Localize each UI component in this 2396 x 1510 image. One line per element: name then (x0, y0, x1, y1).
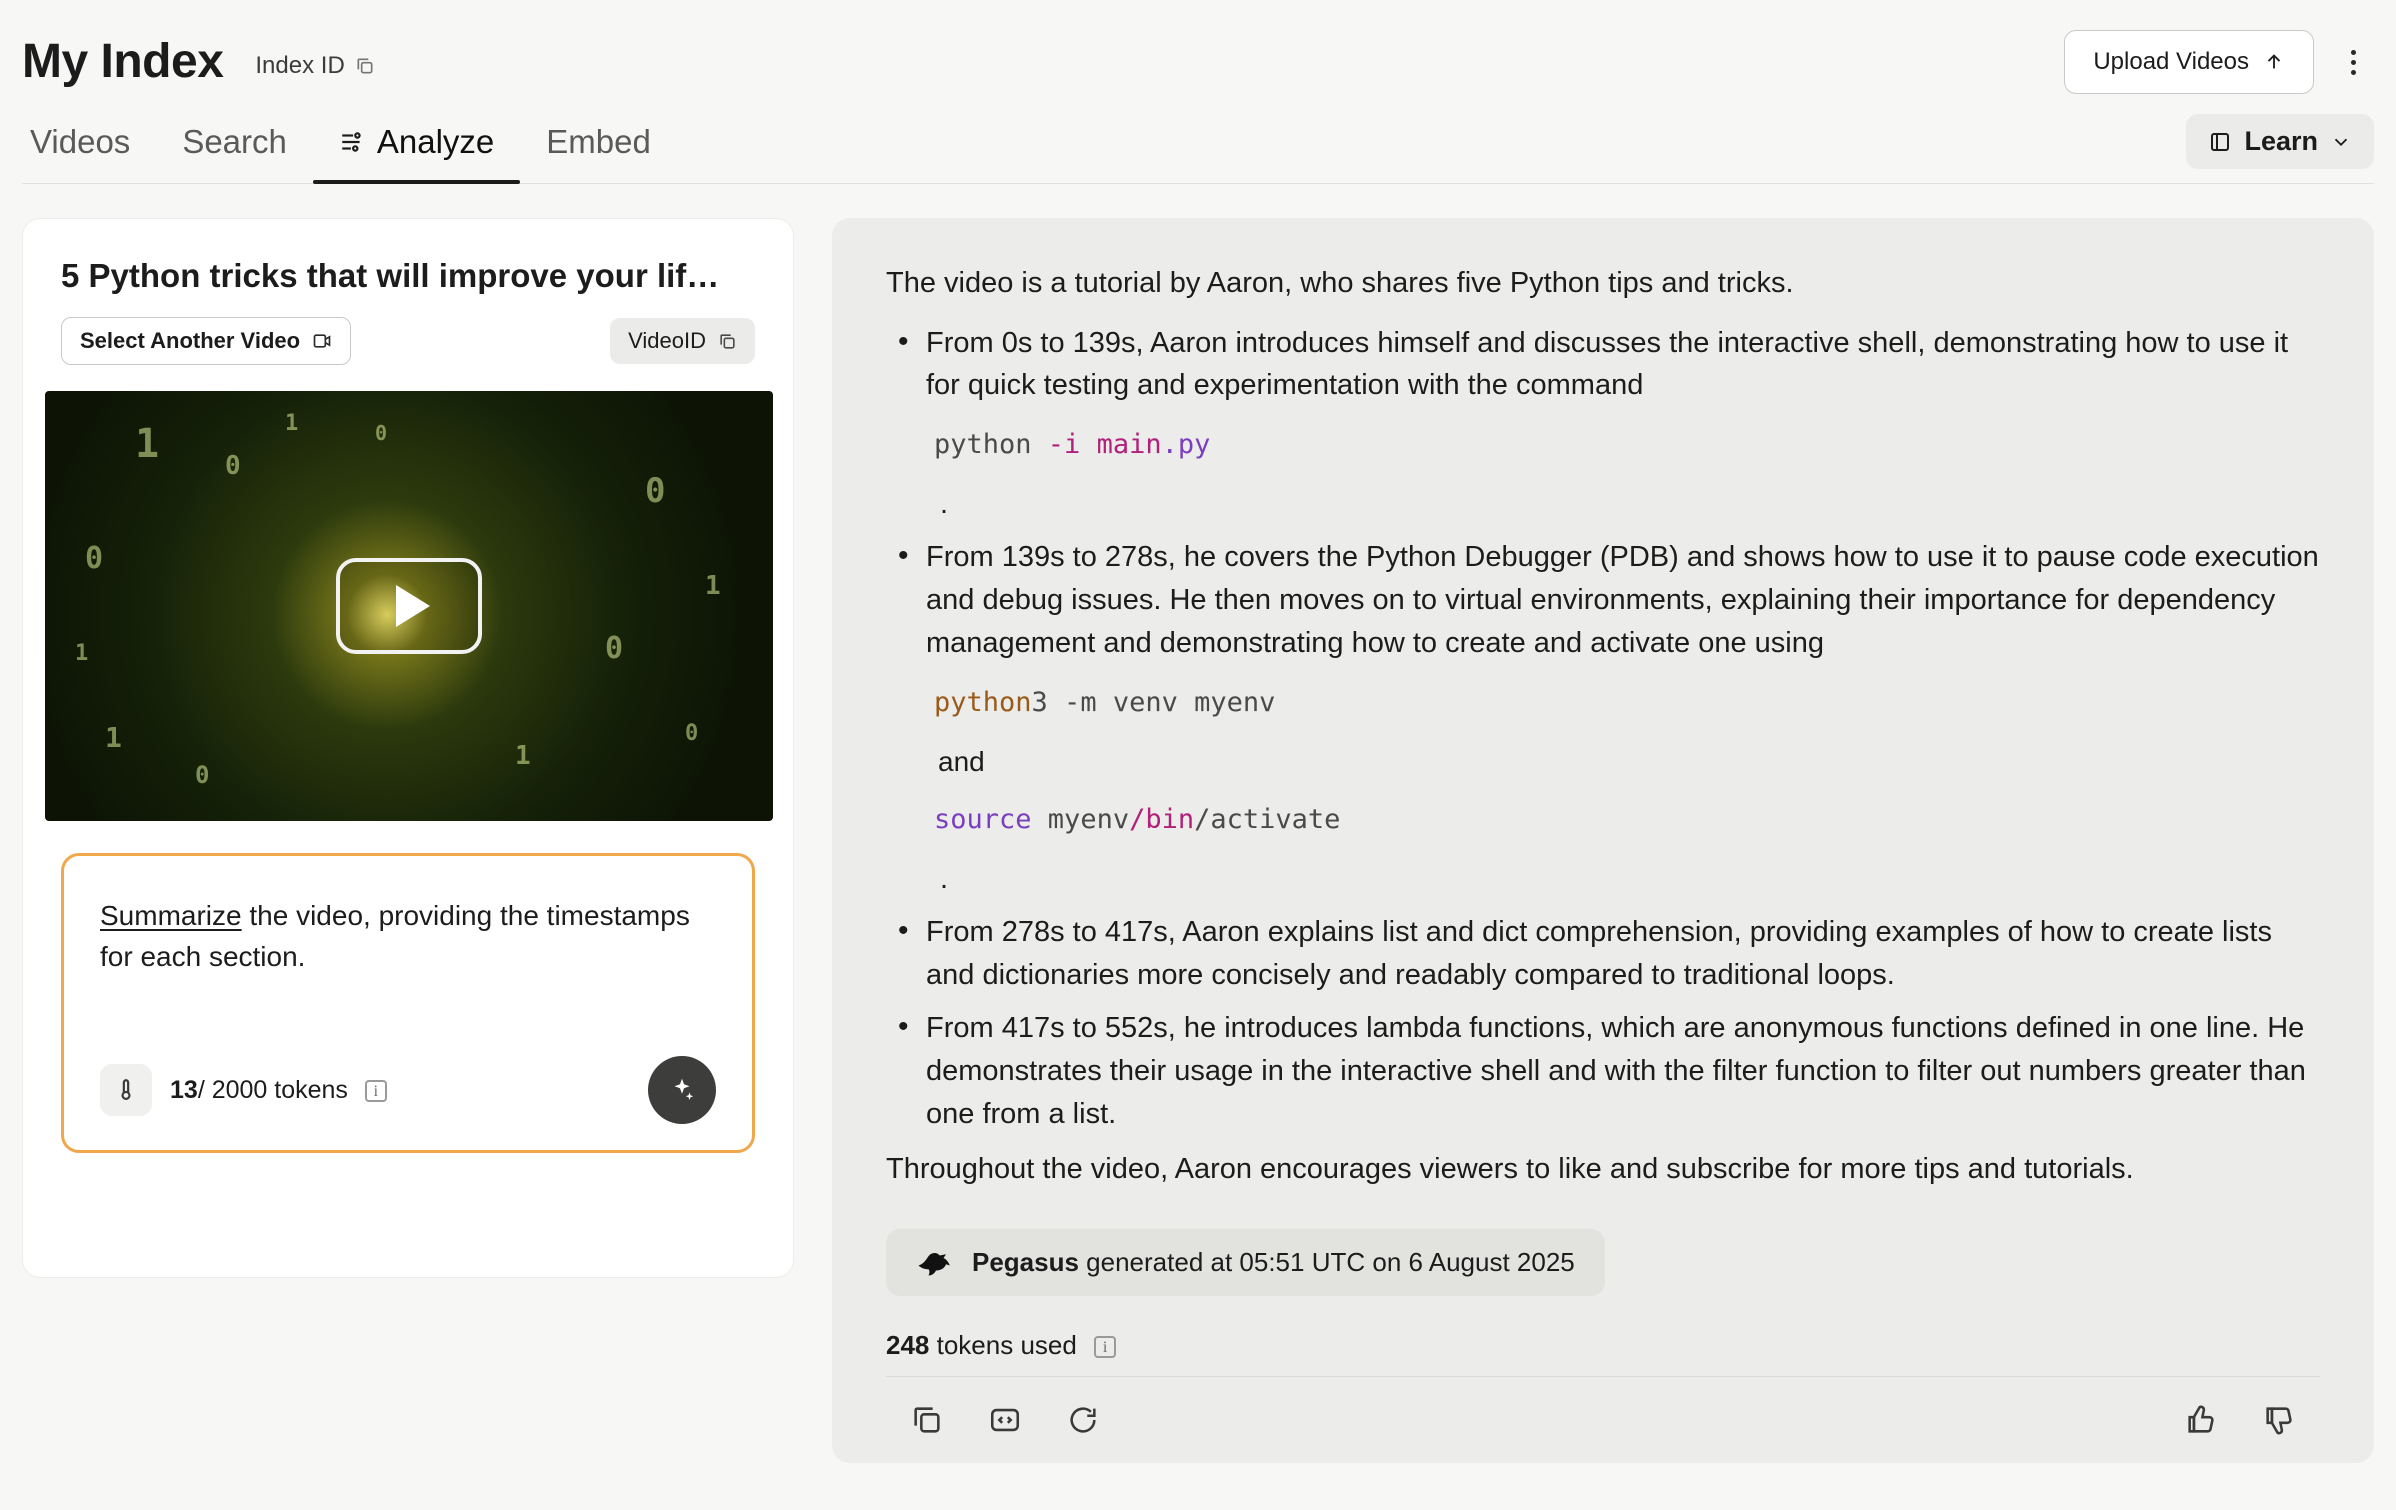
main-tabbar (22, 110, 2374, 184)
token-count: 13 (170, 1075, 198, 1104)
list-item (886, 1007, 2320, 1136)
code-brackets-icon[interactable] (988, 1403, 1022, 1437)
copy-icon[interactable] (355, 56, 375, 76)
tab-search[interactable] (156, 123, 313, 183)
code-connector-text: and (938, 745, 985, 777)
tabbar-right (2186, 114, 2374, 183)
bullet-after-text: . (940, 863, 949, 896)
book-icon (2208, 130, 2232, 154)
select-another-video-button[interactable] (61, 317, 351, 365)
prompt-footer (100, 1056, 716, 1124)
tab-analyze[interactable] (313, 123, 520, 183)
main-content (22, 184, 2374, 1463)
thumbs-down-icon[interactable] (2262, 1403, 2296, 1437)
copy-icon[interactable] (910, 1403, 944, 1437)
tokens-used (886, 1330, 2320, 1361)
prompt-rest-text: the video, providing the timestamps for each section. (100, 900, 690, 972)
learn-dropdown[interactable] (2186, 114, 2374, 169)
generate-button[interactable] (648, 1056, 716, 1124)
code-snippet: source myenv/bin/activate (934, 804, 1341, 836)
select-another-video-label: Select Another Video (80, 328, 301, 353)
thumbs-up-icon[interactable] (2184, 1403, 2218, 1437)
video-id-label: VideoID (628, 328, 706, 353)
summary-bullet-list (886, 322, 2320, 1136)
tab-search-label: Search (182, 123, 287, 160)
sparkle-icon (667, 1075, 697, 1105)
bullet-text: From 139s to 278s, he covers the Python Debugger (PDB) and shows how to use it to pause code execution and debug issues. He then moves on to virtual environments, explaining their importance for dependency management and demonstrating how to create and activate one using (926, 541, 2319, 659)
upload-arrow-icon (2263, 51, 2285, 73)
index-id-label: Index ID (255, 52, 345, 79)
copy-icon[interactable] (718, 332, 737, 351)
tokens-used-label: tokens used (929, 1330, 1077, 1361)
token-counter (170, 1076, 387, 1105)
video-select-icon (312, 331, 332, 351)
play-icon[interactable] (336, 558, 482, 654)
pegasus-name: Pegasus (972, 1247, 1079, 1278)
model-attribution-badge (886, 1229, 1605, 1296)
list-item (886, 536, 2320, 901)
output-action-bar (886, 1376, 2320, 1463)
analyze-lines-icon (339, 129, 365, 155)
summary-lead: The video is a tutorial by Aaron, who shares five Python tips and tricks. (886, 267, 1794, 299)
bullet-text: From 278s to 417s, Aaron explains list and dict comprehension, providing examples of how to create lists and dictionaries more concisely and readably compared to traditional loops. (926, 916, 2272, 992)
summary-outro: Throughout the video, Aaron encourages viewers to like and subscribe for more tips and tutorials. (886, 1152, 2134, 1185)
video-panel (22, 218, 794, 1278)
upload-videos-button[interactable] (2064, 30, 2314, 94)
upload-videos-label: Upload Videos (2093, 48, 2249, 75)
tab-videos-label: Videos (30, 123, 131, 160)
list-item (886, 322, 2320, 527)
video-actions-row (23, 295, 793, 391)
tab-embed[interactable] (520, 123, 677, 183)
prompt-underlined-word: Summarize (100, 900, 242, 931)
code-snippet: python -i main.py (934, 429, 1211, 461)
analysis-output-panel (832, 218, 2374, 1463)
tab-embed-label: Embed (546, 123, 651, 160)
info-icon[interactable]: i (365, 1080, 387, 1102)
info-icon[interactable]: i (1094, 1336, 1116, 1358)
token-total: / 2000 tokens (197, 1075, 348, 1104)
tab-analyze-label: Analyze (376, 123, 495, 160)
list-item (886, 911, 2320, 997)
pegasus-icon (916, 1248, 956, 1278)
tab-videos[interactable] (22, 123, 156, 183)
bullet-text: From 0s to 139s, Aaron introduces himself and discusses the interactive shell, demonstrating how to use it for quick testing and experimentation with the command (926, 326, 2289, 402)
video-id-chip[interactable] (610, 318, 755, 364)
chevron-down-icon (2330, 131, 2352, 153)
pegasus-attribution (972, 1247, 1575, 1278)
learn-label: Learn (2244, 126, 2318, 156)
bullet-text: From 417s to 552s, he introduces lambda functions, which are anonymous functions defined in one line. He demonstrates their usage in the interactive shell and with the filter function to filter out numbers greater than one from a list. (926, 1011, 2306, 1130)
code-snippet: python3 -m venv myenv (934, 686, 1276, 718)
pegasus-meta: generated at 05:51 UTC on 6 August 2025 (1078, 1247, 1575, 1278)
kebab-menu-icon[interactable] (2332, 36, 2374, 88)
page-title: My Index (22, 35, 224, 88)
prompt-input[interactable] (61, 853, 755, 1153)
refresh-icon[interactable] (1066, 1403, 1100, 1437)
bullet-after-text: . (940, 488, 949, 521)
app-header (22, 0, 2374, 110)
index-id-group[interactable] (255, 52, 374, 80)
video-title: 5 Python tricks that will improve your lif… (61, 257, 720, 294)
thermometer-icon (100, 1064, 152, 1116)
prompt-text (100, 896, 716, 977)
tokens-used-count: 248 (886, 1330, 930, 1361)
video-player[interactable]: 1 0 0 1 0 1 0 1 0 1 0 0 1 (45, 391, 773, 821)
